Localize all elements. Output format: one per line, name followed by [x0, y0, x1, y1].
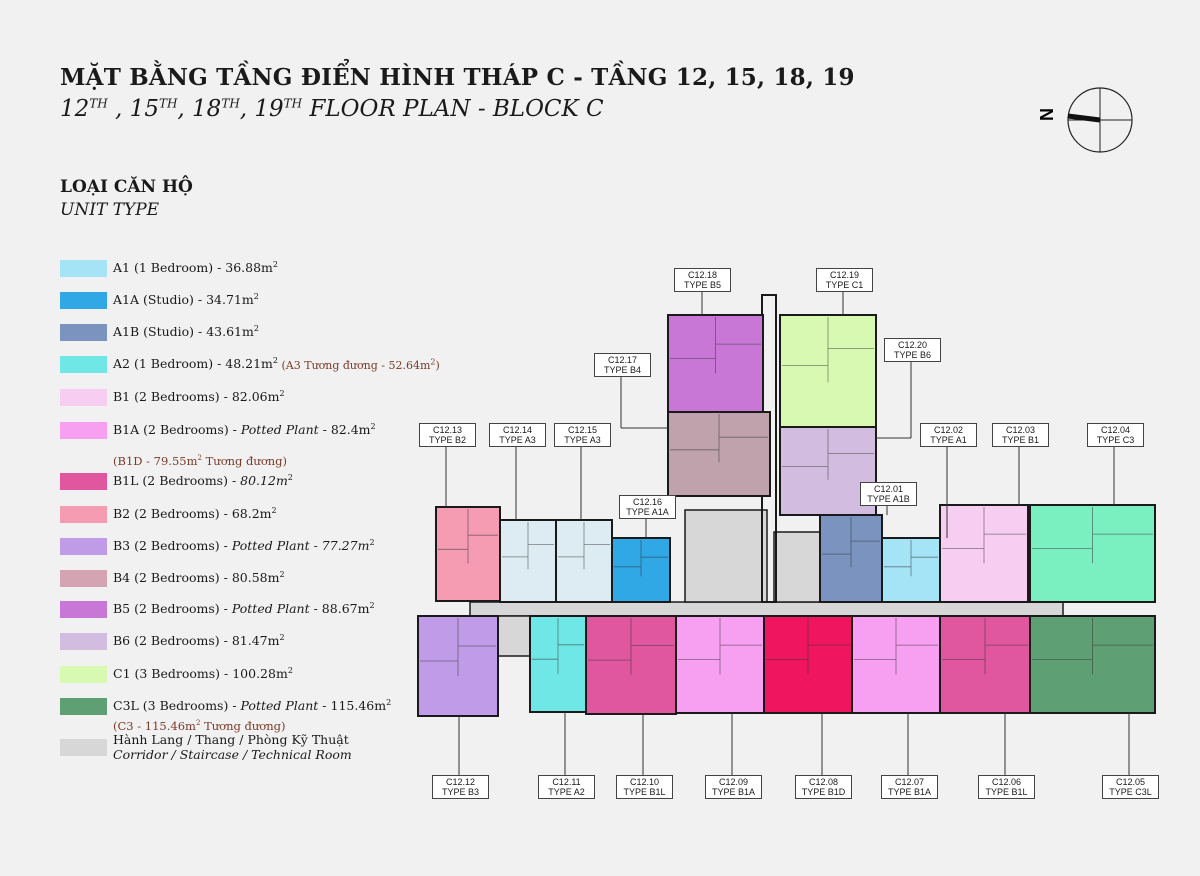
unit-label — [674, 268, 731, 292]
legend-label: A1B (Studio) - $43.61m^2$ — [113, 324, 259, 340]
unit-type: TYPE B1L — [623, 787, 666, 797]
unit-label — [992, 423, 1049, 447]
unit-type: TYPE A1 — [930, 435, 967, 445]
unit-id: C12.14 — [502, 425, 533, 435]
unit-type: TYPE A2 — [548, 787, 585, 797]
unit-id: C12.20 — [897, 340, 928, 350]
corridor — [470, 602, 1063, 616]
unit-id: C12.12 — [445, 777, 476, 787]
legend-label: A1A (Studio) - $34.71m^2$ — [113, 292, 259, 308]
unit-type: TYPE B1L — [985, 787, 1028, 797]
legend-label: C1 (3 Bedrooms) - $100.28m^2$ — [113, 666, 293, 682]
unit-id: C12.13 — [432, 425, 463, 435]
legend-label: B1L (2 Bedrooms) - $80.12m^2$ — [113, 473, 293, 489]
unit-type: TYPE C1 — [825, 280, 864, 290]
unit-type: TYPE B1D — [801, 787, 846, 797]
unit-id: C12.17 — [607, 355, 638, 365]
unit-id: C12.15 — [567, 425, 598, 435]
stair-core — [498, 616, 530, 656]
legend-label: B1 (2 Bedrooms) - $82.06m^2$ — [113, 389, 285, 405]
legend-label: C3L (3 Bedrooms) - Potted Plant - $115.46m^2$ — [113, 698, 392, 714]
unit-label — [860, 482, 917, 506]
unit-id: C12.09 — [718, 777, 749, 787]
unit-type-heading: LOẠI CĂN HỘ — [60, 177, 193, 197]
legend-label: B5 (2 Bedrooms) - Potted Plant - $88.67m^2$ — [113, 601, 375, 617]
unit-id: C12.08 — [808, 777, 839, 787]
unit-label — [489, 423, 546, 447]
unit-label — [881, 775, 938, 799]
legend-label: B4 (2 Bedrooms) - $80.58m^2$ — [113, 570, 285, 586]
unit-label — [594, 353, 651, 377]
unit-id: C12.16 — [632, 497, 663, 507]
unit-label — [705, 775, 762, 799]
legend-label: B2 (2 Bedrooms) - $68.2m^2$ — [113, 506, 277, 522]
unit-type: TYPE B2 — [428, 435, 466, 445]
unit-type-subheading: UNIT TYPE — [60, 200, 160, 220]
unit-type: TYPE A3 — [499, 435, 536, 445]
unit-type: TYPE B4 — [603, 365, 641, 375]
unit-type: TYPE C3L — [1109, 787, 1152, 797]
unit-id: C12.11 — [552, 777, 581, 787]
unit-label — [538, 775, 595, 799]
legend-note: ($C3 - 115.46m^2$ Tương đương) — [113, 719, 286, 733]
unit-label — [978, 775, 1035, 799]
unit-label — [1102, 775, 1159, 799]
title-english: 12TH , 15TH, 18TH, 19TH FLOOR PLAN - BLOCK C — [60, 96, 604, 122]
legend-label: B1A (2 Bedrooms) - Potted Plant - $82.4m^2$ — [113, 422, 376, 438]
unit-type: TYPE B3 — [441, 787, 479, 797]
stair-core — [774, 532, 821, 602]
unit-type: TYPE A1A — [626, 507, 669, 517]
unit-id: C12.18 — [687, 270, 718, 280]
unit-label — [619, 495, 676, 519]
unit-type: TYPE B1A — [887, 787, 932, 797]
unit-label — [795, 775, 852, 799]
unit-label — [432, 775, 489, 799]
unit-id: C12.19 — [829, 270, 860, 280]
unit-id: C12.01 — [873, 484, 904, 494]
legend-label: Hành Lang / Thang / Phòng Kỹ Thuật Corridor / Staircase / Technical Room — [113, 732, 352, 762]
unit-type: TYPE C3 — [1096, 435, 1135, 445]
title-vietnamese: MẶT BẰNG TẦNG ĐIỂN HÌNH THÁP C - TẦNG 12, 15, 18, 19 — [60, 64, 855, 91]
unit-id: C12.06 — [991, 777, 1022, 787]
unit-id: C12.07 — [894, 777, 925, 787]
unit-id: C12.02 — [933, 425, 964, 435]
north-label: N — [1036, 108, 1056, 121]
unit-type: TYPE A3 — [564, 435, 601, 445]
unit-type: TYPE B1 — [1001, 435, 1039, 445]
elevator-core — [685, 510, 767, 602]
unit-label — [920, 423, 977, 447]
legend-note: ($B1D - 79.55m^2$ Tương đương) — [113, 454, 287, 468]
unit-label — [554, 423, 611, 447]
unit-id: C12.10 — [629, 777, 660, 787]
unit-type: TYPE B1A — [711, 787, 756, 797]
unit-type: TYPE A1B — [867, 494, 910, 504]
legend-label: A1 (1 Bedroom) - $36.88m^2$ — [113, 260, 278, 276]
legend-label: B3 (2 Bedrooms) - Potted Plant - $77.27m^2$ — [113, 538, 375, 554]
unit-type: TYPE B5 — [683, 280, 721, 290]
legend-label: A2 (1 Bedroom) - $48.21m^2$ (A3 Tương đương - $52.64m^2$) — [113, 356, 440, 372]
unit-label — [616, 775, 673, 799]
unit-label — [419, 423, 476, 447]
unit-id: C12.03 — [1005, 425, 1036, 435]
unit-type: TYPE B6 — [893, 350, 931, 360]
unit-label — [1087, 423, 1144, 447]
unit-label — [816, 268, 873, 292]
legend-label: B6 (2 Bedrooms) - $81.47m^2$ — [113, 633, 285, 649]
unit-label — [884, 338, 941, 362]
unit-id: C12.05 — [1115, 777, 1146, 787]
unit-id: C12.04 — [1100, 425, 1131, 435]
